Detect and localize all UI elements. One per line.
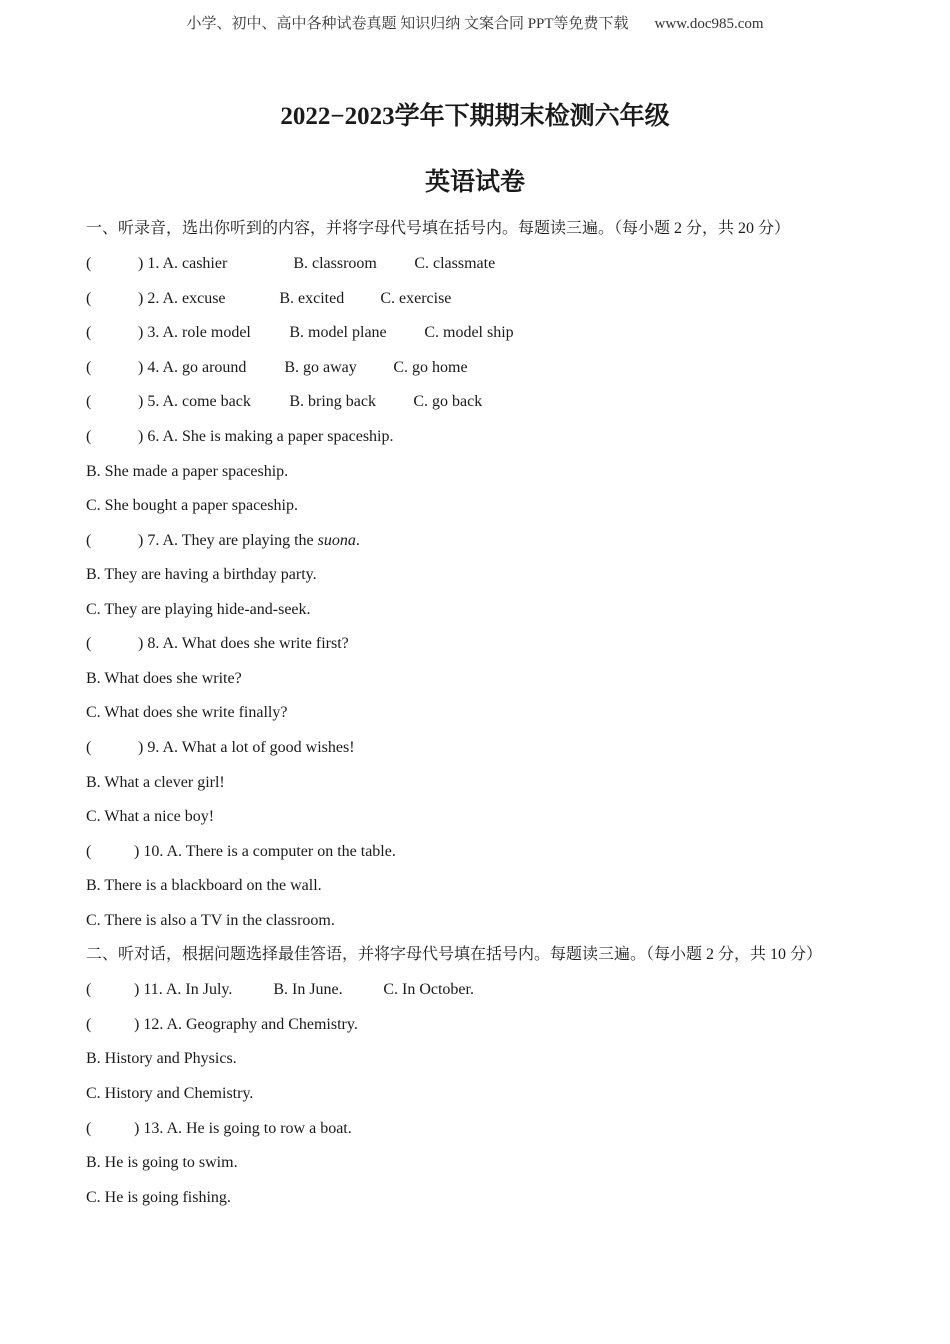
question-1: ( ) 1. A. cashier B. classroom C. classmate bbox=[86, 255, 496, 272]
question-9: ( ) 9. A. What a lot of good wishes! bbox=[86, 739, 355, 756]
answer-blank: ( bbox=[86, 1016, 92, 1033]
option-a: 2. A. excuse bbox=[147, 290, 226, 307]
answer-blank: ( bbox=[86, 1120, 92, 1137]
option-b: B. What does she write? bbox=[86, 670, 242, 687]
option-c: C. What a nice boy! bbox=[86, 808, 215, 825]
option-a: 10. A. There is a computer on the table. bbox=[143, 843, 396, 860]
option-a: 5. A. come back bbox=[147, 393, 251, 410]
option-c: C. exercise bbox=[380, 290, 452, 307]
option-c: C. There is also a TV in the classroom. bbox=[86, 912, 335, 929]
option-a: 13. A. He is going to row a boat. bbox=[143, 1120, 352, 1137]
option-b: B. excited bbox=[279, 290, 345, 307]
option-a: 3. A. role model bbox=[147, 324, 251, 341]
option-b: B. They are having a birthday party. bbox=[86, 566, 317, 583]
question-4: ( ) 4. A. go around B. go away C. go home bbox=[86, 359, 468, 376]
option-b: B. bring back bbox=[289, 393, 376, 410]
option-c: C. They are playing hide-and-seek. bbox=[86, 601, 311, 618]
option-a: 7. A. They are playing the suona. bbox=[147, 532, 360, 549]
option-b: B. model plane bbox=[289, 324, 387, 341]
question-2: ( ) 2. A. excuse B. excited C. exercise bbox=[86, 290, 452, 307]
question-10: ( ) 10. A. There is a computer on the table. bbox=[86, 843, 396, 860]
option-c: C. go home bbox=[393, 359, 468, 376]
answer-blank: ( bbox=[86, 359, 92, 376]
answer-blank: ( bbox=[86, 428, 92, 445]
option-a: 9. A. What a lot of good wishes! bbox=[147, 739, 355, 756]
section1-heading: 一、听录音，选出你听到的内容，并将字母代号填在括号内。每题读三遍。（每小题 2 分，共 20 分） bbox=[86, 220, 791, 237]
option-b: B. History and Physics. bbox=[86, 1050, 237, 1067]
option-c: C. What does she write finally? bbox=[86, 704, 288, 721]
option-c: C. He is going fishing. bbox=[86, 1189, 231, 1206]
question-8: ( ) 8. A. What does she write first? bbox=[86, 635, 349, 652]
option-c: C. She bought a paper spaceship. bbox=[86, 497, 298, 514]
answer-blank: ( bbox=[86, 843, 92, 860]
page-header bbox=[0, 12, 950, 33]
option-b: B. In June. bbox=[273, 981, 343, 998]
answer-blank: ( bbox=[86, 290, 92, 307]
answer-blank: ( bbox=[86, 324, 92, 341]
option-a: 4. A. go around bbox=[147, 359, 247, 376]
option-a: 6. A. She is making a paper spaceship. bbox=[147, 428, 394, 445]
option-c: C. model ship bbox=[424, 324, 514, 341]
section2-heading: 二、听对话，根据问题选择最佳答语，并将字母代号填在括号内。每题读三遍。（每小题 2 分，共 10 分） bbox=[86, 946, 823, 963]
question-3: ( ) 3. A. role model B. model plane C. model ship bbox=[86, 324, 514, 341]
option-b: B. There is a blackboard on the wall. bbox=[86, 877, 322, 894]
option-c: C. History and Chemistry. bbox=[86, 1085, 254, 1102]
option-c: C. classmate bbox=[414, 255, 496, 272]
answer-blank: ( bbox=[86, 635, 92, 652]
option-a: 12. A. Geography and Chemistry. bbox=[143, 1016, 358, 1033]
question-13: ( ) 13. A. He is going to row a boat. bbox=[86, 1120, 352, 1137]
answer-blank: ( bbox=[86, 981, 92, 998]
header-site: www.doc985.com bbox=[654, 16, 764, 32]
answer-blank: ( bbox=[86, 393, 92, 410]
answer-blank: ( bbox=[86, 255, 92, 272]
exam-title: 2022−2023学年下期期末检测六年级 bbox=[280, 103, 670, 130]
question-7: ( ) 7. A. They are playing the suona. bbox=[86, 532, 360, 549]
option-a: 1. A. cashier bbox=[147, 255, 228, 272]
option-c: C. go back bbox=[413, 393, 483, 410]
question-5: ( ) 5. A. come back B. bring back C. go back bbox=[86, 393, 483, 410]
header-text: 小学、初中、高中各种试卷真题 知识归纳 文案合同 PPT等免费下载 bbox=[186, 16, 629, 32]
option-a: 8. A. What does she write first? bbox=[147, 635, 349, 652]
option-b: B. What a clever girl! bbox=[86, 774, 225, 791]
exam-subtitle: 英语试卷 bbox=[424, 169, 525, 196]
answer-blank: ( bbox=[86, 739, 92, 756]
option-a: 11. A. In July. bbox=[143, 981, 233, 998]
option-b: B. She made a paper spaceship. bbox=[86, 463, 289, 480]
option-b: B. He is going to swim. bbox=[86, 1154, 238, 1171]
question-12: ( ) 12. A. Geography and Chemistry. bbox=[86, 1016, 358, 1033]
question-6: ( ) 6. A. She is making a paper spaceship. bbox=[86, 428, 394, 445]
option-c: C. In October. bbox=[383, 981, 474, 998]
question-11: ( ) 11. A. In July. B. In June. C. In October. bbox=[86, 981, 474, 998]
answer-blank: ( bbox=[86, 532, 92, 549]
option-b: B. classroom bbox=[293, 255, 377, 272]
option-b: B. go away bbox=[284, 359, 357, 376]
